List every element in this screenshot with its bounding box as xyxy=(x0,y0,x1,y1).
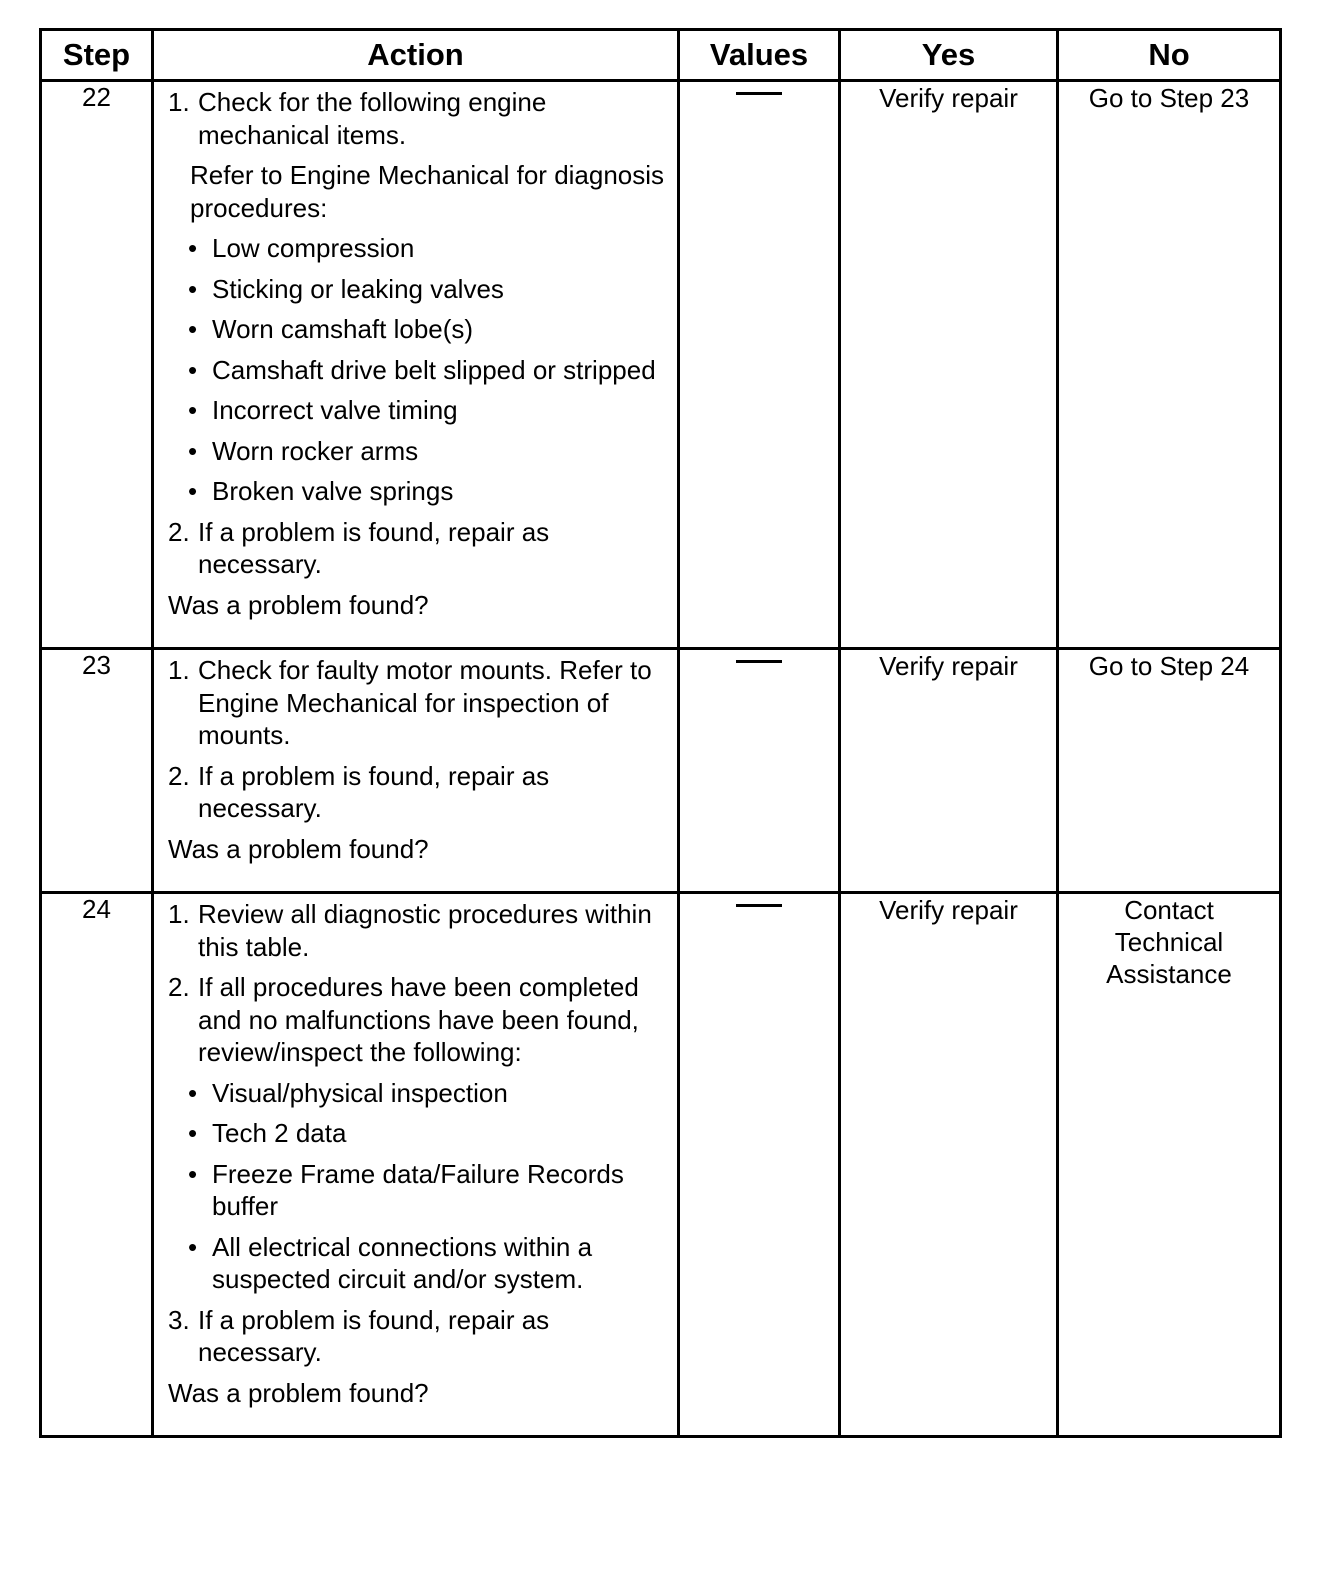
table-row xyxy=(41,81,1281,649)
bullet-text: Worn camshaft lobe(s) xyxy=(212,314,474,344)
yes-text: Verify repair xyxy=(879,651,1018,681)
bullet-text: Incorrect valve timing xyxy=(212,395,458,425)
table-row xyxy=(41,893,1281,1437)
diagnostic-table xyxy=(39,28,1282,1438)
no-text: Contact Technical Assistance xyxy=(1106,895,1232,989)
bullet-item xyxy=(168,354,671,387)
step-text: Check for faulty motor mounts. Refer to Engine Mechanical for inspection of mounts. xyxy=(198,655,652,750)
bullet-icon: • xyxy=(188,1158,198,1189)
bullet-text: Tech 2 data xyxy=(212,1118,347,1148)
bullet-item xyxy=(168,273,671,306)
yes-cell xyxy=(840,893,1058,1437)
bullet-text: All electrical connections within a suspected circuit and/or system. xyxy=(212,1231,593,1294)
bullet-text: Freeze Frame data/Failure Records buffer xyxy=(212,1158,624,1221)
bullet-icon: • xyxy=(188,273,198,304)
numbered-step xyxy=(168,516,671,581)
no-cell xyxy=(1058,649,1281,893)
step-text: If a problem is found, repair as necessary. xyxy=(198,760,550,823)
bullet-item xyxy=(168,475,671,508)
header-no: No xyxy=(1058,30,1281,81)
bullet-item xyxy=(168,313,671,346)
no-cell xyxy=(1058,81,1281,649)
numbered-step xyxy=(168,971,671,1069)
no-value-dash xyxy=(736,92,782,95)
bullet-icon: • xyxy=(188,354,198,385)
bullet-text: Camshaft drive belt slipped or stripped xyxy=(212,354,656,385)
header-row xyxy=(41,30,1281,81)
bullet-item xyxy=(168,435,671,468)
step-text: Check for the following engine mechanical items. xyxy=(198,87,547,150)
numbered-step xyxy=(168,898,671,963)
bullet-icon: • xyxy=(188,1118,198,1148)
header-step: Step xyxy=(41,30,153,81)
step-number: 22 xyxy=(41,81,153,649)
no-cell xyxy=(1058,893,1281,1437)
bullet-icon: • xyxy=(188,395,198,425)
header-action: Action xyxy=(153,30,679,81)
numbered-step xyxy=(168,760,671,825)
step-index: 2. xyxy=(168,972,190,1002)
action-cell xyxy=(153,649,679,893)
step-number: 24 xyxy=(41,893,153,1437)
numbered-step xyxy=(168,654,671,752)
no-value-dash xyxy=(736,904,782,907)
step-index: 2. xyxy=(168,516,190,547)
step-text: Review all diagnostic procedures within this table. xyxy=(198,899,652,962)
step-text: If all procedures have been completed and no malfunctions have been found, review/inspect the following: xyxy=(198,972,639,1067)
step-index: 1. xyxy=(168,899,190,929)
yes-cell xyxy=(840,649,1058,893)
step-text: If a problem is found, repair as necessary. xyxy=(198,516,550,579)
bullet-text: Sticking or leaking valves xyxy=(212,273,504,304)
bullet-icon: • xyxy=(188,476,198,506)
question-text: Was a problem found? xyxy=(168,589,429,620)
action-cell xyxy=(153,81,679,649)
question-text: Was a problem found? xyxy=(168,833,429,864)
bullet-item xyxy=(168,1077,671,1110)
step-index: 1. xyxy=(168,655,190,685)
bullet-text: Low compression xyxy=(212,233,415,263)
step-index: 2. xyxy=(168,760,190,791)
no-text: Go to Step 24 xyxy=(1088,651,1250,681)
bullet-item xyxy=(168,232,671,265)
bullet-text: Visual/physical inspection xyxy=(212,1077,508,1108)
bullet-icon: • xyxy=(188,1077,198,1108)
numbered-step xyxy=(168,1304,671,1369)
yes-cell xyxy=(840,81,1058,649)
question-text: Was a problem found? xyxy=(168,1377,429,1408)
bullet-item xyxy=(168,1117,671,1150)
yes-text: Verify repair xyxy=(879,895,1018,925)
bullet-icon: • xyxy=(188,233,198,263)
step-index: 3. xyxy=(168,1304,190,1335)
values-cell xyxy=(679,893,840,1437)
step-text: If a problem is found, repair as necessary. xyxy=(198,1304,550,1367)
table-row xyxy=(41,649,1281,893)
bullet-item xyxy=(168,1231,671,1296)
bullet-icon: • xyxy=(188,314,198,344)
header-yes: Yes xyxy=(840,30,1058,81)
bullet-item xyxy=(168,394,671,427)
bullet-icon: • xyxy=(188,435,198,466)
header-values: Values xyxy=(679,30,840,81)
no-value-dash xyxy=(736,660,782,663)
step-number: 23 xyxy=(41,649,153,893)
numbered-step xyxy=(168,86,671,151)
action-cell xyxy=(153,893,679,1437)
values-cell xyxy=(679,81,840,649)
no-text: Go to Step 23 xyxy=(1088,83,1250,113)
bullet-icon: • xyxy=(188,1231,198,1262)
note-text: Refer to Engine Mechanical for diagnosis procedures: xyxy=(190,160,665,223)
bullet-text: Broken valve springs xyxy=(212,476,454,506)
step-index: 1. xyxy=(168,87,190,117)
yes-text: Verify repair xyxy=(879,83,1018,113)
values-cell xyxy=(679,649,840,893)
bullet-item xyxy=(168,1158,671,1223)
bullet-text: Worn rocker arms xyxy=(212,435,419,466)
